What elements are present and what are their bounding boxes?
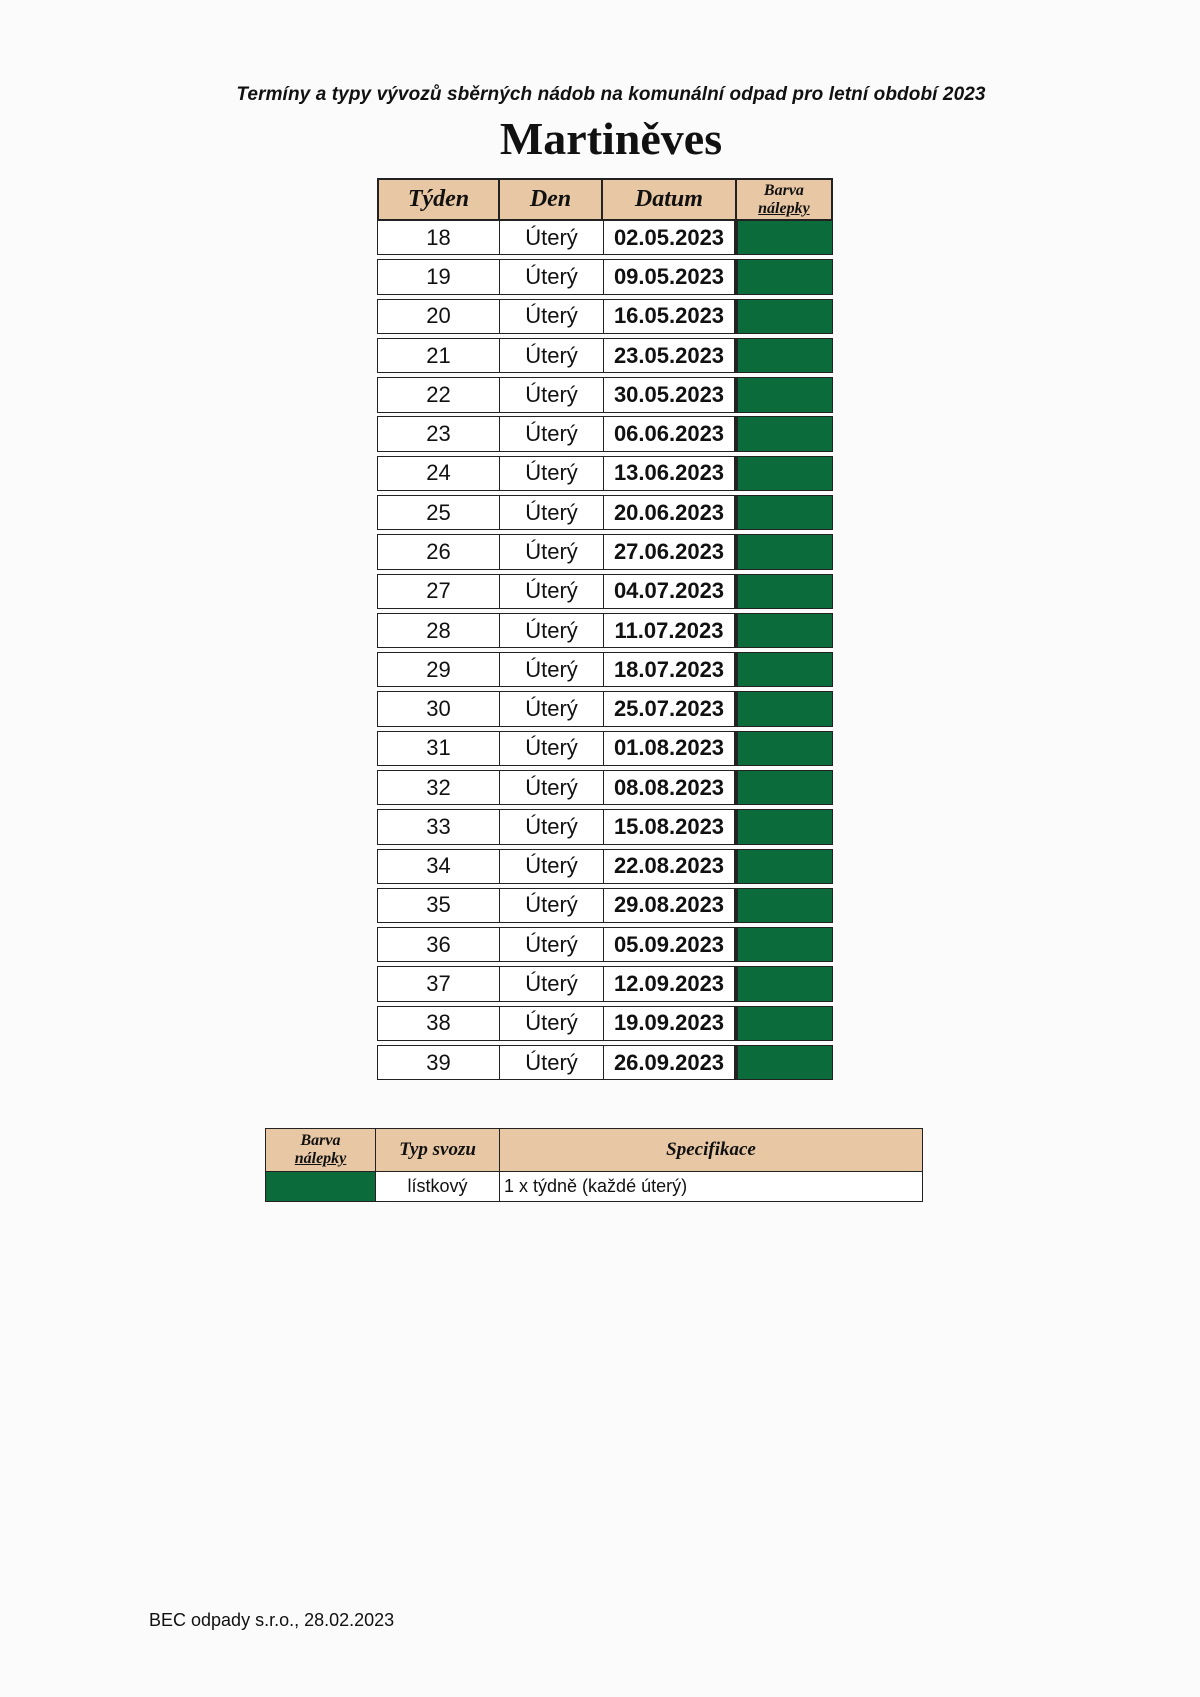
week-cell: 26: [377, 534, 499, 569]
date-cell: 12.09.2023: [603, 966, 738, 1001]
sticker-color-swatch: [738, 1045, 833, 1080]
page-title: Martiněves: [499, 113, 723, 164]
sticker-color-swatch: [738, 770, 833, 805]
date-cell: 18.07.2023: [603, 652, 738, 687]
date-cell: 06.06.2023: [603, 416, 738, 451]
date-cell: 27.06.2023: [603, 534, 738, 569]
table-row: [377, 966, 833, 1001]
table-row: [377, 534, 833, 569]
sticker-color-swatch: [738, 338, 833, 373]
day-cell: Úterý: [499, 495, 603, 530]
table-row: [377, 809, 833, 844]
sticker-color-swatch: [738, 377, 833, 412]
day-cell: Úterý: [499, 338, 603, 373]
table-row: [377, 613, 833, 648]
table-row: [377, 888, 833, 923]
week-cell: 31: [377, 731, 499, 766]
table-row: [377, 338, 833, 373]
date-cell: 09.05.2023: [603, 259, 738, 294]
table-row: [377, 770, 833, 805]
sticker-color-swatch: [738, 456, 833, 491]
sticker-color-swatch: [738, 416, 833, 451]
week-cell: 38: [377, 1006, 499, 1041]
date-cell: 01.08.2023: [603, 731, 738, 766]
table-row: [377, 259, 833, 294]
legend-header-row: [265, 1128, 923, 1172]
date-cell: 19.09.2023: [603, 1006, 738, 1041]
sticker-color-swatch: [738, 259, 833, 294]
table-row: [377, 927, 833, 962]
sticker-color-swatch: [738, 613, 833, 648]
week-cell: 28: [377, 613, 499, 648]
legend-header-type: Typ svozu: [376, 1129, 500, 1171]
table-row: [377, 1045, 833, 1080]
table-row: [377, 691, 833, 726]
table-row: [377, 731, 833, 766]
date-cell: 23.05.2023: [603, 338, 738, 373]
day-cell: Úterý: [499, 966, 603, 1001]
day-cell: Úterý: [499, 652, 603, 687]
table-row: [377, 416, 833, 451]
legend-sticker-header-line1: Barva: [300, 1132, 341, 1149]
week-cell: 24: [377, 456, 499, 491]
day-cell: Úterý: [499, 1006, 603, 1041]
date-cell: 04.07.2023: [603, 574, 738, 609]
sticker-color-swatch: [738, 220, 833, 255]
legend-row: [265, 1172, 923, 1202]
day-cell: Úterý: [499, 809, 603, 844]
week-cell: 32: [377, 770, 499, 805]
table-row: [377, 377, 833, 412]
day-cell: Úterý: [499, 220, 603, 255]
day-cell: Úterý: [499, 691, 603, 726]
table-row: [377, 220, 833, 255]
day-cell: Úterý: [499, 259, 603, 294]
week-cell: 35: [377, 888, 499, 923]
column-header-sticker-color: [737, 180, 831, 219]
week-cell: 33: [377, 809, 499, 844]
sticker-header-line2: nálepky: [758, 200, 810, 217]
sticker-color-swatch: [738, 927, 833, 962]
week-cell: 25: [377, 495, 499, 530]
date-cell: 13.06.2023: [603, 456, 738, 491]
week-cell: 21: [377, 338, 499, 373]
day-cell: Úterý: [499, 1045, 603, 1080]
day-cell: Úterý: [499, 416, 603, 451]
legend-sticker-header-line2: nálepky: [294, 1150, 347, 1167]
sticker-header-line1: Barva: [763, 182, 804, 199]
sticker-color-swatch: [738, 299, 833, 334]
table-row: [377, 456, 833, 491]
document-subtitle: Termíny a typy vývozů sběrných nádob na komunální odpad pro letní období 2023: [236, 84, 986, 105]
schedule-body: [377, 220, 833, 1080]
date-cell: 05.09.2023: [603, 927, 738, 962]
table-row: [377, 652, 833, 687]
sticker-color-swatch: [738, 534, 833, 569]
schedule-header-row: [377, 178, 833, 220]
week-cell: 27: [377, 574, 499, 609]
date-cell: 26.09.2023: [603, 1045, 738, 1080]
week-cell: 39: [377, 1045, 499, 1080]
date-cell: 30.05.2023: [603, 377, 738, 412]
legend-type-cell: lístkový: [376, 1172, 500, 1201]
date-cell: 22.08.2023: [603, 849, 738, 884]
table-row: [377, 574, 833, 609]
day-cell: Úterý: [499, 456, 603, 491]
legend-table: [265, 1128, 923, 1202]
day-cell: Úterý: [499, 849, 603, 884]
sticker-color-swatch: [738, 652, 833, 687]
day-cell: Úterý: [499, 927, 603, 962]
date-cell: 02.05.2023: [603, 220, 738, 255]
date-cell: 16.05.2023: [603, 299, 738, 334]
legend-sticker-swatch: [266, 1172, 376, 1201]
collection-schedule-table: [377, 178, 833, 1080]
footer-company-date: BEC odpady s.r.o., 28.02.2023: [149, 1610, 395, 1630]
table-row: [377, 299, 833, 334]
week-cell: 30: [377, 691, 499, 726]
sticker-color-swatch: [738, 691, 833, 726]
day-cell: Úterý: [499, 613, 603, 648]
date-cell: 25.07.2023: [603, 691, 738, 726]
sticker-color-swatch: [738, 574, 833, 609]
date-cell: 29.08.2023: [603, 888, 738, 923]
date-cell: 11.07.2023: [603, 613, 738, 648]
sticker-color-swatch: [738, 1006, 833, 1041]
day-cell: Úterý: [499, 534, 603, 569]
sticker-color-swatch: [738, 731, 833, 766]
week-cell: 18: [377, 220, 499, 255]
table-row: [377, 849, 833, 884]
sticker-color-swatch: [738, 888, 833, 923]
date-cell: 15.08.2023: [603, 809, 738, 844]
week-cell: 23: [377, 416, 499, 451]
sticker-color-swatch: [738, 809, 833, 844]
week-cell: 34: [377, 849, 499, 884]
date-cell: 08.08.2023: [603, 770, 738, 805]
column-header-date: Datum: [603, 180, 737, 219]
table-row: [377, 495, 833, 530]
day-cell: Úterý: [499, 377, 603, 412]
table-row: [377, 1006, 833, 1041]
day-cell: Úterý: [499, 299, 603, 334]
week-cell: 22: [377, 377, 499, 412]
sticker-color-swatch: [738, 966, 833, 1001]
day-cell: Úterý: [499, 574, 603, 609]
day-cell: Úterý: [499, 731, 603, 766]
column-header-day: Den: [500, 180, 603, 219]
week-cell: 36: [377, 927, 499, 962]
week-cell: 19: [377, 259, 499, 294]
sticker-color-swatch: [738, 495, 833, 530]
legend-spec-cell: 1 x týdně (každé úterý): [500, 1172, 922, 1201]
week-cell: 37: [377, 966, 499, 1001]
column-header-week: Týden: [379, 180, 500, 219]
legend-header-sticker-color: [266, 1129, 376, 1171]
sticker-color-swatch: [738, 849, 833, 884]
week-cell: 29: [377, 652, 499, 687]
week-cell: 20: [377, 299, 499, 334]
legend-header-spec: Specifikace: [500, 1129, 922, 1171]
day-cell: Úterý: [499, 888, 603, 923]
date-cell: 20.06.2023: [603, 495, 738, 530]
day-cell: Úterý: [499, 770, 603, 805]
